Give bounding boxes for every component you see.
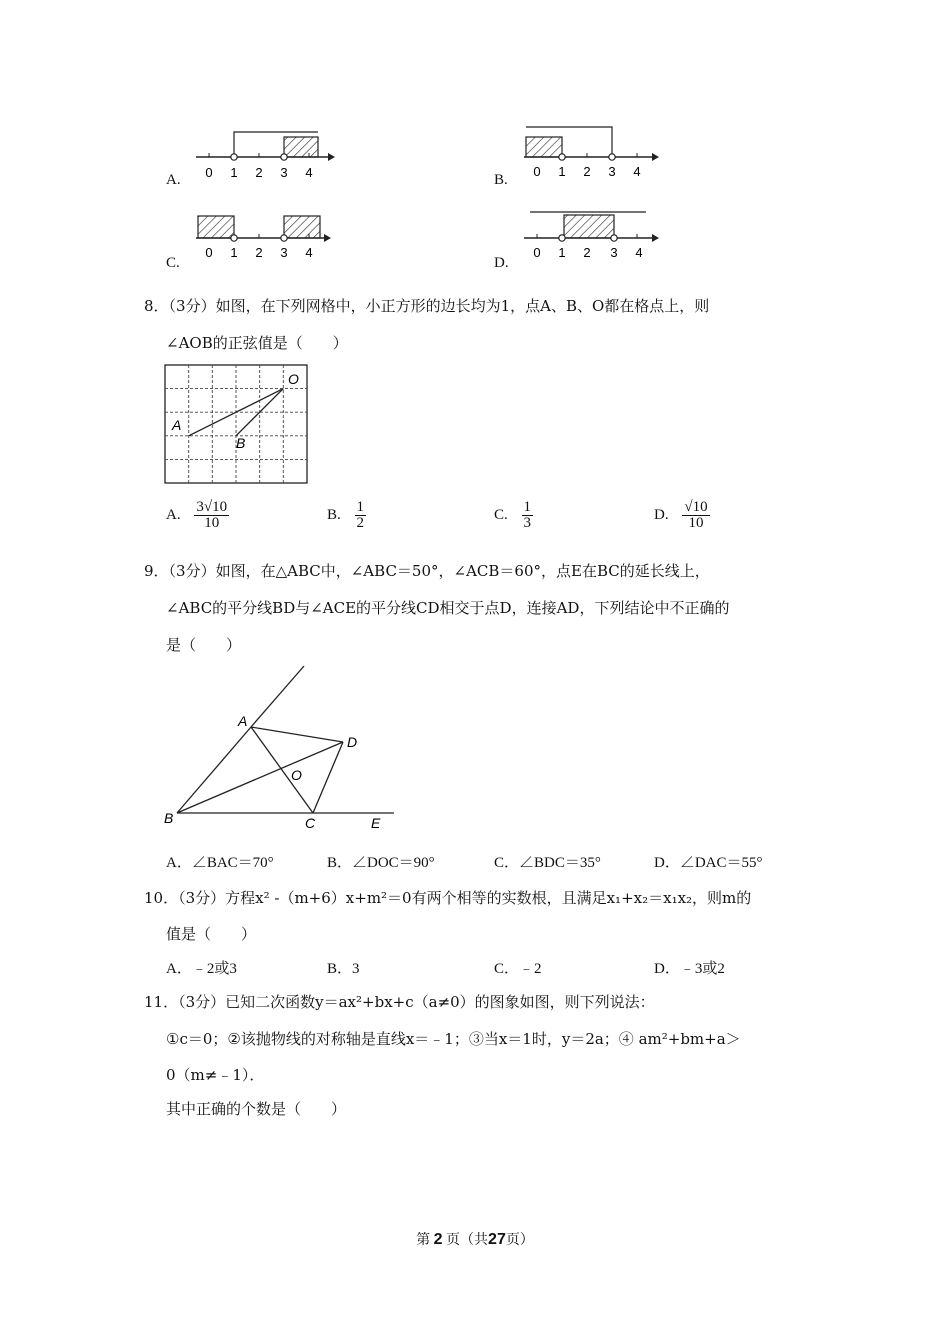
q9-line1 [144, 560, 710, 581]
q9-triangle-figure [160, 660, 410, 838]
q10-option-d: D．﹣3或2 [654, 961, 725, 977]
q7-option-c-label: C. [166, 255, 180, 271]
q11-number: 11． [144, 993, 179, 1011]
q9-option-c: C．∠BDC＝35° [494, 855, 601, 871]
q7-option-a-numberline [190, 124, 340, 186]
point-label-a: A [172, 417, 182, 433]
q7-option-a-label: A. [166, 172, 181, 188]
total-pages: 27 [488, 1231, 506, 1248]
q9-text3: 是（ ） [166, 636, 242, 654]
tick-label: 3 [280, 245, 288, 260]
q7-option-b-label: B. [494, 172, 508, 188]
point-label-o: O [288, 371, 299, 387]
point-label-b: B [236, 435, 246, 451]
tick-label: 2 [255, 245, 263, 260]
tick-label: 1 [558, 164, 566, 179]
point-label-e: E [371, 815, 381, 831]
tick-label: 0 [533, 164, 541, 179]
tick-label: 0 [205, 165, 213, 180]
q9-option-d: D．∠DAC＝55° [654, 855, 763, 871]
q9-number: 9． [144, 562, 169, 580]
q8-text2: ∠AOB的正弦值是（ ） [166, 334, 348, 352]
tick-label: 3 [608, 164, 616, 179]
q8-option-b: B. $\frac{1}{2}$ [327, 499, 365, 531]
tick-label: 1 [558, 245, 566, 260]
q7-option-b-numberline [518, 120, 668, 186]
page-number: 2 [433, 1231, 443, 1248]
q8-option-d: D. $\frac{√10}{10}$ [654, 499, 708, 531]
point-label-o: O [291, 767, 302, 783]
q10-option-b: B．3 [327, 961, 360, 977]
q10-text2: 值是（ ） [166, 925, 257, 943]
tick-label: 4 [305, 245, 313, 260]
q9-score: （3分） [168, 562, 216, 580]
point-label-c: C [305, 815, 316, 831]
tick-label: 1 [230, 245, 238, 260]
tick-label: 3 [610, 245, 618, 260]
q9-text1: 如图，在△ABC中，∠ABC＝50°，∠ACB＝60°，点E在BC的延长线上， [215, 562, 710, 580]
tick-label: 0 [205, 245, 213, 260]
q8-number: 8． [144, 297, 169, 315]
q10-number: 10． [144, 889, 179, 907]
point-label-b: B [164, 810, 174, 826]
q11-line1 [144, 991, 655, 1012]
q10-text1: 方程x² -（m+6）x+m²＝0有两个相等的实数根，且满足x₁+x₂＝x₁x₂，则m的 [225, 889, 752, 907]
tick-label: 2 [583, 245, 591, 260]
q8-score: （3分） [168, 297, 216, 315]
q9-text2: ∠ABC的平分线BD与∠ACE的平分线CD相交于点D，连接AD，下列结论中不正确的 [166, 599, 730, 617]
point-label-d: D [347, 734, 358, 750]
q10-option-c: C．﹣2 [494, 961, 542, 977]
tick-label: 4 [305, 165, 313, 180]
page-footer: 第 2 页（共27页） [416, 1231, 534, 1248]
tick-label: 4 [633, 164, 641, 179]
q8-text1: 如图，在下列网格中，小正方形的边长均为1，点A、B、O都在格点上，则 [215, 297, 710, 315]
tick-label: 2 [255, 165, 263, 180]
q8-option-c: C. $\frac{1}{3}$ [494, 499, 532, 531]
q10-option-a: A．﹣2或3 [166, 961, 237, 977]
q8-grid-figure [164, 364, 310, 486]
tick-label: 2 [583, 164, 591, 179]
q9-option-a: A．∠BAC＝70° [166, 855, 274, 871]
q9-option-b: B．∠DOC＝90° [327, 855, 435, 871]
q7-option-d-label: D. [494, 255, 509, 271]
point-label-a: A [238, 713, 248, 729]
tick-label: 1 [230, 165, 238, 180]
q11-score: （3分） [178, 993, 226, 1011]
q7-option-d-numberline [518, 205, 668, 271]
q8-line1 [144, 295, 709, 316]
tick-label: 4 [635, 245, 643, 260]
q11-text3: 0（m≠﹣1）． [166, 1066, 265, 1084]
q11-text1: 已知二次函数y＝ax²+bx+c（a≠0）的图象如图，则下列说法： [225, 993, 655, 1011]
q10-score: （3分） [178, 889, 226, 907]
tick-label: 3 [280, 165, 288, 180]
q11-text2: ①c＝0；②该抛物线的对称轴是直线x＝﹣1；③当x＝1时，y＝2a；④ am²+bm+a＞ [166, 1030, 741, 1048]
q8-option-a: A. $\frac{3√10}{10}$ [166, 499, 228, 531]
q7-option-c-numberline [190, 208, 340, 270]
tick-label: 0 [533, 245, 541, 260]
q11-text4: 其中正确的个数是（ ） [166, 1100, 347, 1118]
q10-line1 [144, 887, 751, 908]
